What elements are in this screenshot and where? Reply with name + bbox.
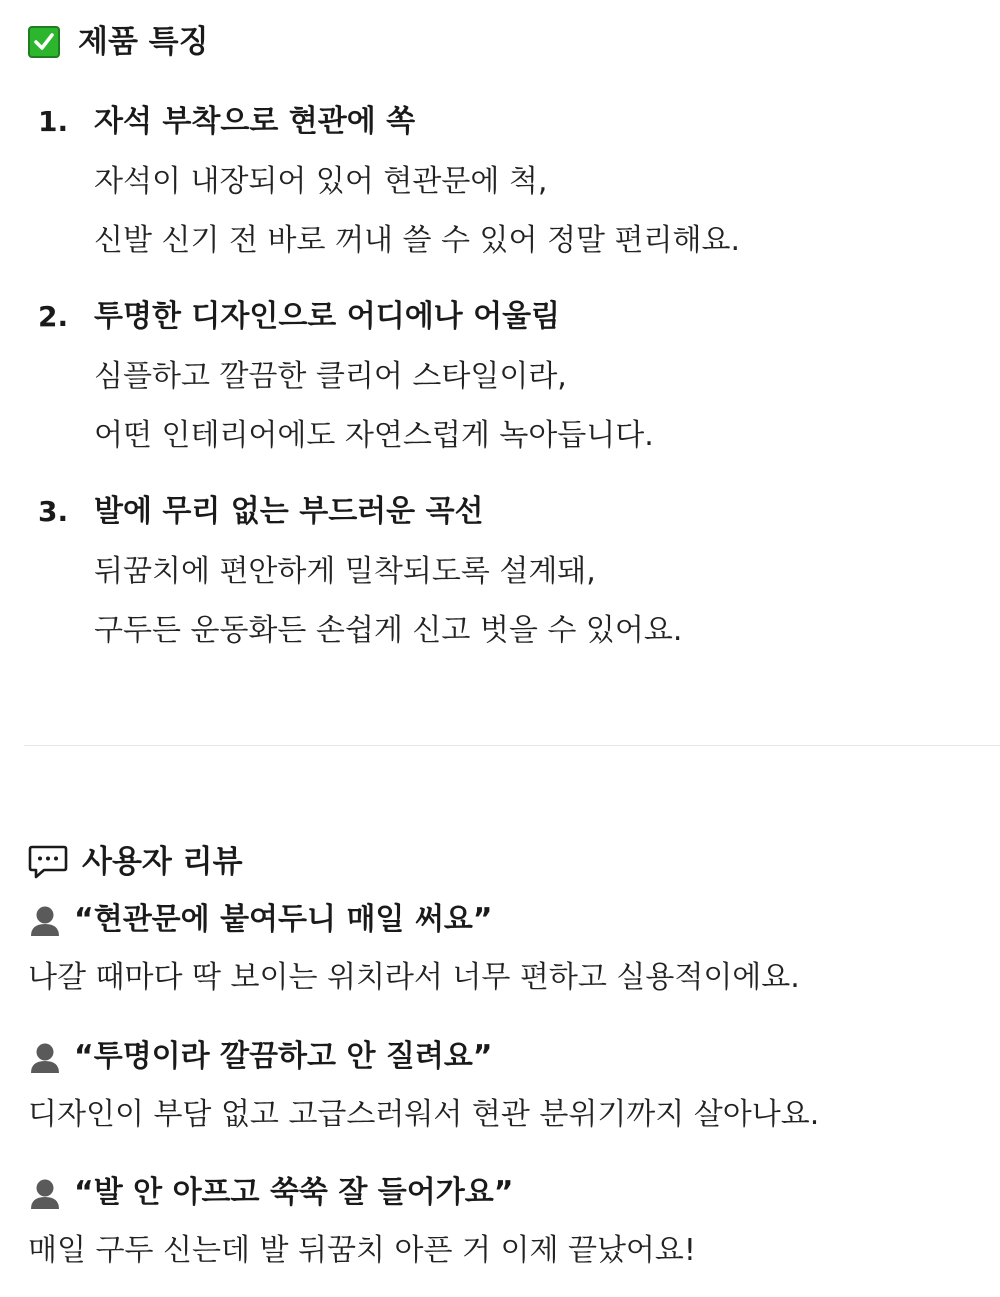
- feature-description-line: 신발 신기 전 바로 꺼내 쓸 수 있어 정말 편리해요.: [94, 223, 740, 258]
- person-icon: [28, 1040, 62, 1074]
- feature-description-line: 구두든 운동화든 손쉽게 신고 벗을 수 있어요.: [94, 613, 683, 648]
- reviews-title-text: 사용자 리뷰: [82, 843, 243, 880]
- feature-item: [38, 297, 978, 456]
- feature-item: [38, 102, 978, 261]
- feature-heading: [38, 297, 978, 337]
- features-title-text: 제품 특징: [78, 23, 209, 60]
- review-body: 매일 구두 신는데 발 뒤꿈치 아픈 거 이제 끝났어요!: [28, 1233, 696, 1268]
- feature-heading: [38, 492, 978, 532]
- feature-description-line: 어떤 인테리어에도 자연스럽게 녹아듭니다.: [94, 418, 654, 453]
- feature-item: [38, 492, 978, 651]
- review-quote: “발 안 아프고 쑥쑥 잘 들어가요”: [74, 1175, 514, 1210]
- review-body: 나갈 때마다 딱 보이는 위치라서 너무 편하고 실용적이에요.: [28, 960, 800, 995]
- review-heading: [28, 1037, 988, 1077]
- feature-heading: [38, 102, 978, 142]
- feature-number: 2.: [38, 300, 69, 333]
- review-heading: [28, 1173, 988, 1213]
- review-heading: [28, 900, 988, 940]
- check-mark-icon: [28, 26, 60, 58]
- feature-description-line: 심플하고 깔끔한 클리어 스타일이라,: [94, 359, 567, 394]
- feature-heading-text: 자석 부착으로 현관에 쏙: [94, 104, 416, 139]
- speech-bubble-icon: [28, 843, 68, 881]
- reviews-section-title: [28, 843, 243, 881]
- review-item: [28, 900, 988, 998]
- feature-number: 3.: [38, 495, 69, 528]
- review-quote: “투명이라 깔끔하고 안 질려요”: [74, 1039, 493, 1074]
- person-icon: [28, 1176, 62, 1210]
- person-icon: [28, 903, 62, 937]
- review-item: [28, 1173, 988, 1271]
- review-quote: “현관문에 붙여두니 매일 써요”: [74, 902, 493, 937]
- features-section-title: [28, 23, 209, 60]
- feature-heading-text: 발에 무리 없는 부드러운 곡선: [94, 494, 484, 529]
- feature-heading-text: 투명한 디자인으로 어디에나 어울림: [94, 299, 561, 334]
- review-item: [28, 1037, 988, 1135]
- feature-description-line: 뒤꿈치에 편안하게 밀착되도록 설계돼,: [94, 554, 596, 589]
- feature-description-line: 자석이 내장되어 있어 현관문에 척,: [94, 164, 548, 199]
- review-body: 디자인이 부담 없고 고급스러워서 현관 분위기까지 살아나요.: [28, 1097, 820, 1132]
- section-divider: [24, 745, 1000, 746]
- feature-number: 1.: [38, 105, 69, 138]
